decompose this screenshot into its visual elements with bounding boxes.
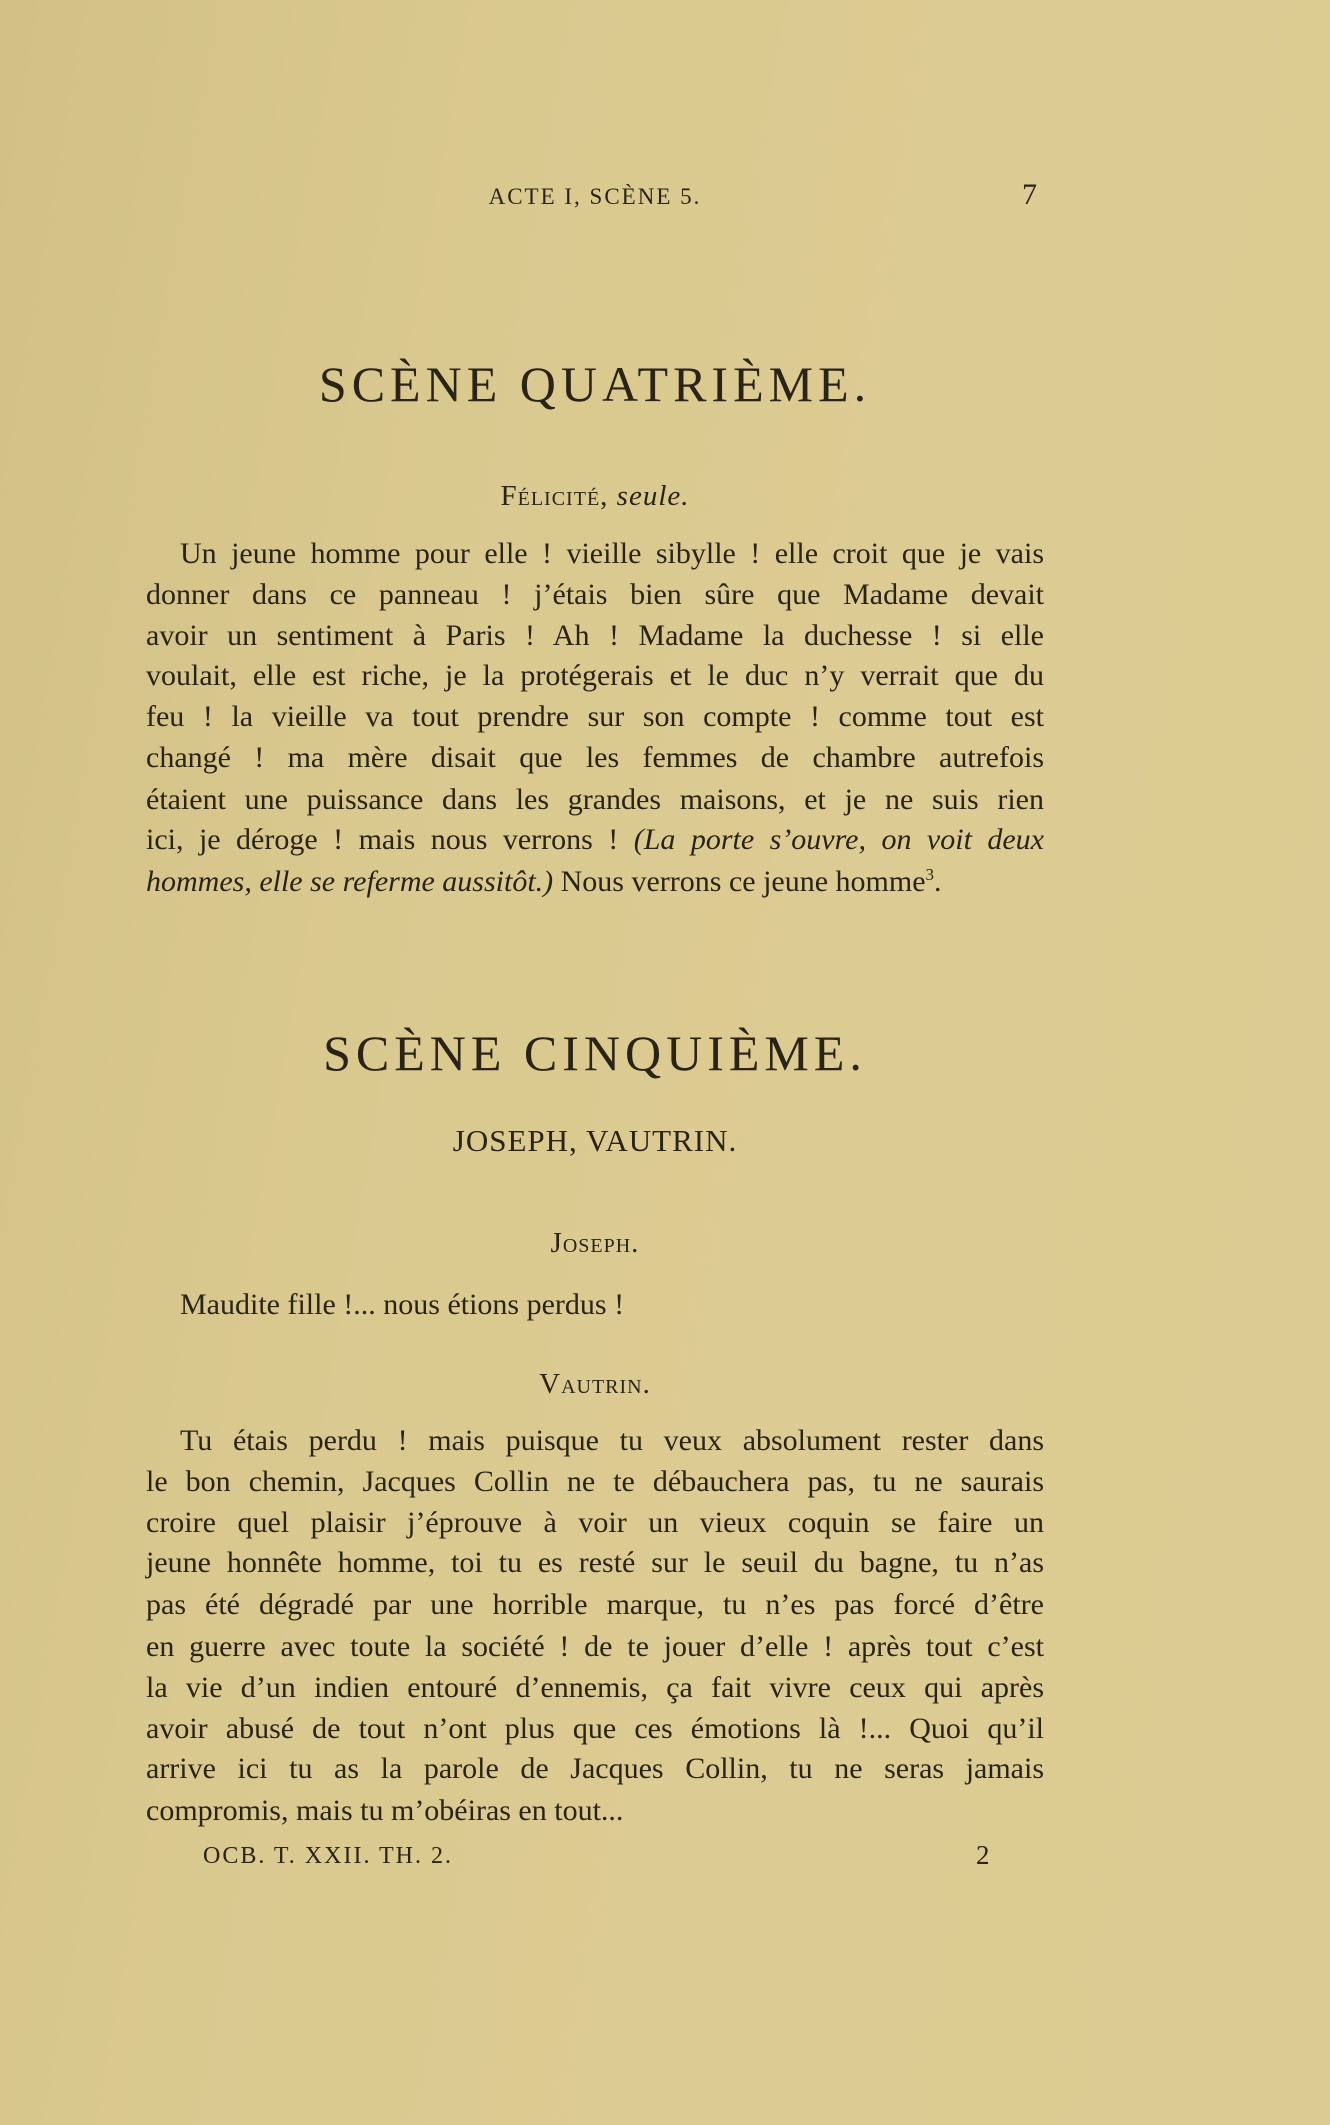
stage-direction: hommes, elle se referme aussitôt.) (146, 865, 554, 898)
speaker-name: Félicité (500, 480, 601, 512)
text-line: voulait, elle est riche, je la protégerais et le duc n’y verrait que du (146, 659, 1044, 692)
text-line: Un jeune homme pour elle ! vieille sibylle ! elle croit que je vais (180, 537, 1044, 570)
scene-4-title: SCÈNE QUATRIÈME. (318, 356, 872, 412)
text-line: jeune honnête homme, toi tu es resté sur le seuil du bagne, tu n’as (146, 1546, 1044, 1579)
text-line: feu ! la vieille va tout prendre sur son compte ! comme tout est (146, 700, 1044, 733)
signature-mark: 2 (976, 1840, 992, 1870)
text-roman: . (934, 865, 942, 898)
footnote-ref[interactable]: 3 (925, 865, 935, 884)
text-roman: ici, je déroge ! mais nous verrons ! (146, 823, 634, 856)
speaker-vautrin: Vautrin. (539, 1368, 651, 1400)
printer-signature: OCB. T. XXII. TH. 2. (203, 1843, 453, 1869)
page-number: 7 (1022, 178, 1037, 211)
text-line: Tu étais perdu ! mais puisque tu veux absolument rester dans (180, 1424, 1044, 1457)
text-line: pas été dégradé par une horrible marque, tu n’es pas forcé d’être (146, 1588, 1044, 1621)
text-roman: Nous verrons ce jeune homme (553, 865, 926, 898)
stage-direction: (La porte s’ouvre, on voit deux (633, 823, 1044, 856)
text-line: croire quel plaisir j’éprouve à voir un vieux coquin se faire un (146, 1506, 1044, 1539)
speaker-separator: , (600, 480, 617, 512)
text-line: le bon chemin, Jacques Collin ne te débauchera pas, tu ne saurais (146, 1465, 1044, 1498)
text-line: Maudite fille !... nous étions perdus ! (180, 1288, 625, 1321)
text-line: arrive ici tu as la parole de Jacques Collin, tu ne seras jamais (146, 1752, 1044, 1785)
scene-5-characters: JOSEPH, VAUTRIN. (452, 1123, 738, 1158)
stage-direction: seule. (616, 480, 690, 512)
text-line: donner dans ce panneau ! j’étais bien sûre que Madame devait (146, 578, 1044, 611)
text-line: changé ! ma mère disait que les femmes de chambre autrefois (146, 741, 1044, 774)
text-line: étaient une puissance dans les grandes maisons, et je ne suis rien (146, 783, 1044, 816)
text-line: en guerre avec toute la société ! de te jouer d’elle ! après tout c’est (146, 1630, 1044, 1663)
scene-5-title: SCÈNE CINQUIÈME. (323, 1025, 867, 1081)
text-line (146, 819, 1044, 860)
text-line: compromis, mais tu m’obéiras en tout... (146, 1794, 624, 1827)
text-line: avoir abusé de tout n’ont plus que ces émotions là !... Quoi qu’il (146, 1712, 1044, 1745)
text-line: avoir un sentiment à Paris ! Ah ! Madame la duchesse ! si elle (146, 619, 1044, 652)
scene-4-speaker (146, 480, 1044, 513)
running-title: ACTE I, SCÈNE 5. (488, 184, 702, 209)
text-line: la vie d’un indien entouré d’ennemis, ça fait vivre ceux qui après (146, 1671, 1044, 1704)
speaker-joseph: Joseph. (550, 1227, 640, 1259)
text-line (146, 861, 1044, 902)
